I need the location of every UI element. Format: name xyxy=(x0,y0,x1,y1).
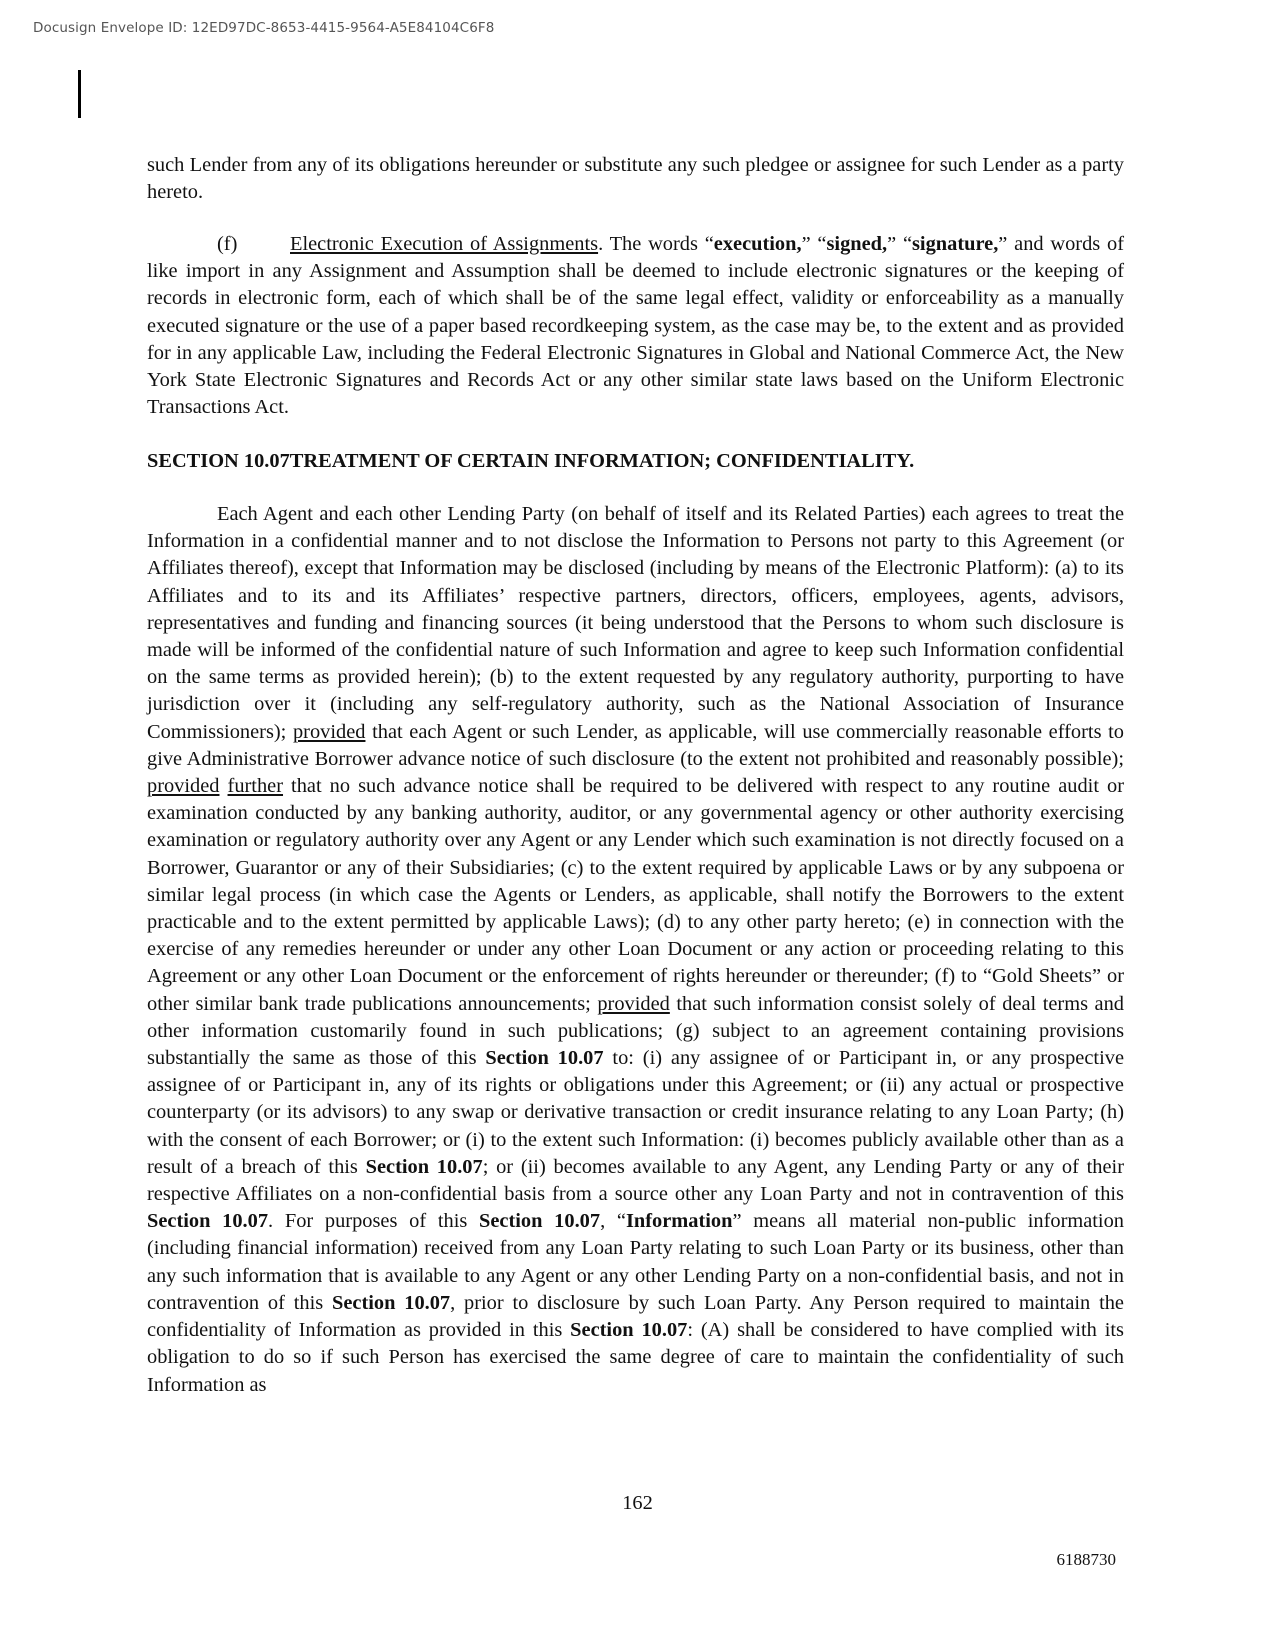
text-run: . For purposes of this xyxy=(268,1210,480,1233)
subsection-number: (f) xyxy=(217,233,238,255)
document-number: 6188730 xyxy=(1056,1550,1116,1569)
text-run: that no such advance notice shall be required to be delivered with respect to any routine audit or examination conducted by any banking authority, auditor, or any governmental agency or other authority exercising examination or regulatory authority over any Agent or any Lender which such examination is not directly focused on a Borrower, Guarantor or any of their Subsidiaries; (c) to the extent required by applicable Laws or by any subpoena or similar legal process (in which case the Agents or Lenders, as applicable, shall notify the Borrowers to the extent practicable and to the extent permitted by applicable Laws); (d) to any other party hereto; (e) in connection with the exercise of any remedies hereunder or under any other Loan Document or any action or proceeding relating to this Agreement or any other Loan Document or the enforcement of rights hereunder or thereunder; (f) to “Gold Sheets” or other similar bank trade publications announcements; xyxy=(147,775,1124,1015)
underlined-term: provided xyxy=(292,720,366,743)
underlined-term: provided xyxy=(147,775,220,798)
section-reference: Section 10.07 xyxy=(332,1291,451,1314)
section-reference: Section 10.07 xyxy=(365,1155,483,1178)
continuation-paragraph: such Lender from any of its obligations hereunder or substitute any such pledgee or assignee for such Lender as a party hereto. xyxy=(147,154,1124,204)
docusign-envelope-id: Docusign Envelope ID: 12ED97DC-8653-4415-9564-A5E84104C6F8 xyxy=(33,20,495,36)
defined-term: Information xyxy=(625,1210,733,1233)
revision-change-bar xyxy=(78,70,81,118)
text-run: to: (i) any assignee of or Participant in, or any prospective assignee of or Participant in, any of its rights or obligations under this Agreement; or (ii) any actual or prospective counterparty (or its advisors) to any swap or derivative transaction or credit insurance relating to any Loan Party; (h) with the consent of each Borrower; or (i) to the extent such Information: (i) becomes publicly available other than as a result of a breach of this xyxy=(147,1047,1124,1178)
underlined-term: further xyxy=(227,775,284,798)
text-run: , prior to disclosure by such Loan Party. Any Person required to maintain the confidentiality of Information as provided in this xyxy=(147,1291,1124,1342)
subsection-f-paragraph xyxy=(147,231,1124,421)
text-run: , “ xyxy=(600,1210,626,1233)
defined-term: execution, xyxy=(713,233,802,255)
text-run: ; or (ii) becomes available to any Agent, any Lending Party or any of their respective Affiliates on a non-confidential basis from a source other any Loan Party and not in contravention of this xyxy=(147,1155,1124,1206)
text-run: ” means all material non-public information (including financial information) received from any Loan Party relating to such Loan Party or its business, other than any such information that is available to any Agent or any other Lending Party on a non-confidential basis, and not in contravention of this xyxy=(147,1210,1124,1314)
page-number: 162 xyxy=(622,1492,653,1514)
subsection-heading: Electronic Execution of Assignments xyxy=(290,233,599,255)
section-reference: Section 10.07 xyxy=(485,1047,604,1070)
underlined-term: provided xyxy=(597,992,670,1015)
section-reference: Section 10.07 xyxy=(570,1319,688,1342)
section-reference: Section 10.07 xyxy=(479,1210,601,1233)
section-reference: Section 10.07 xyxy=(147,1210,269,1233)
text-run: . The words “ xyxy=(598,233,714,255)
text-run: ” “ xyxy=(801,233,827,255)
text-run: Each Agent and each other Lending Party (on behalf of itself and its Related Parties) each agrees to treat the Information in a confidential manner and to not disclose the Information to Persons not party to this Agreement (or Affiliates thereof), except that Information may be disclosed (including by means of the Electronic Platform): (a) to its Affiliates and to its and its Affiliates’ respective partners, directors, officers, employees, agents, advisors, representatives and funding and financing sources (it being understood that the Persons to whom such disclosure is made will be informed of the confidential nature of such Information and agree to keep such Information confidential on the same terms as provided herein); (b) to the extent requested by any regulatory authority, purporting to have jurisdiction over it (including any self-regulatory authority, such as the National Association of Insurance Commissioners); xyxy=(147,503,1124,743)
confidentiality-paragraph xyxy=(147,501,1124,1399)
section-heading: SECTION 10.07TREATMENT OF CERTAIN INFORMATION; CONFIDENTIALITY. xyxy=(147,450,915,472)
text-run: that such information consist solely of deal terms and other information customarily found in such publications; (g) subject to an agreement containing provisions substantially the same as those of this xyxy=(147,992,1124,1070)
text-run: ” and words of like import in any Assignment and Assumption shall be deemed to include electronic signatures or the keeping of records in electronic form, each of which shall be of the same legal effect, validity or enforceability as a manually executed signature or the use of a paper based recordkeeping system, as the case may be, to the extent and as provided for in any applicable Law, including the Federal Electronic Signatures in Global and National Commerce Act, the New York State Electronic Signatures and Records Act or any other similar state laws based on the Uniform Electronic Transactions Act. xyxy=(147,233,1125,419)
text-run: ” “ xyxy=(887,233,912,255)
text-run: that each Agent or such Lender, as applicable, will use commercially reasonable efforts to give Administrative Borrower advance notice of such disclosure (to the extent not prohibited and reasonably possible); xyxy=(147,720,1124,770)
defined-term: signature, xyxy=(912,233,999,255)
text-run: : (A) shall be considered to have complied with its obligation to do so if such Person has exercised the same degree of care to maintain the confidentiality of such Information as xyxy=(147,1319,1124,1396)
defined-term: signed, xyxy=(826,233,888,255)
